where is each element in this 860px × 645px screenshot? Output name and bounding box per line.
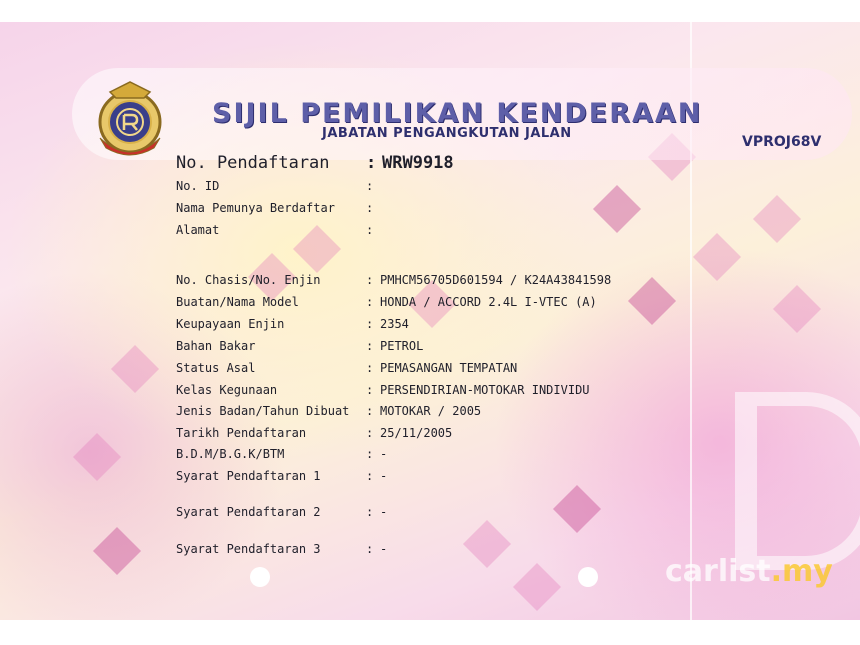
field-value: - — [380, 469, 388, 483]
field-colon: : — [366, 273, 374, 287]
field-colon: : — [366, 542, 374, 556]
site-watermark-tld: .my — [770, 554, 833, 589]
pattern-diamond — [553, 485, 601, 533]
pattern-diamond — [93, 527, 141, 575]
jpj-crest-icon — [88, 78, 172, 162]
field-value: PEMASANGAN TEMPATAN — [380, 361, 518, 375]
field-colon: : — [366, 505, 374, 519]
field-colon: : — [366, 223, 374, 237]
field-label: No. Pendaftaran — [176, 153, 330, 173]
field-value: 25/11/2005 — [380, 426, 453, 440]
field-value: PMHCM56705D601594 / K24A43841598 — [380, 273, 612, 287]
pattern-diamond — [463, 520, 511, 568]
field-label: Syarat Pendaftaran 2 — [176, 505, 321, 519]
field-colon: : — [366, 317, 374, 331]
field-value: - — [380, 505, 388, 519]
ownership-certificate — [0, 22, 860, 620]
field-colon: : — [366, 295, 374, 309]
field-label: Alamat — [176, 223, 220, 237]
field-colon: : — [366, 426, 374, 440]
field-colon: : — [366, 339, 374, 353]
site-watermark — [665, 554, 833, 589]
field-label: Keupayaan Enjin — [176, 317, 285, 331]
pattern-diamond — [628, 277, 676, 325]
field-colon: : — [366, 383, 374, 397]
field-label: Tarikh Pendaftaran — [176, 426, 307, 440]
pattern-diamond — [773, 285, 821, 333]
field-label: Syarat Pendaftaran 3 — [176, 542, 321, 556]
pattern-diamond — [593, 185, 641, 233]
field-value: - — [380, 542, 388, 556]
pattern-diamond — [73, 433, 121, 481]
field-colon: : — [366, 361, 374, 375]
field-value: - — [380, 447, 388, 461]
pattern-diamond — [293, 225, 341, 273]
field-value: HONDA / ACCORD 2.4L I-VTEC (A) — [380, 295, 597, 309]
field-value: MOTOKAR / 2005 — [380, 404, 482, 418]
serial-number: VPROJ68V — [742, 134, 822, 150]
field-colon: : — [366, 201, 374, 215]
field-colon: : — [366, 404, 374, 418]
issuing-department: JABATAN PENGANGKUTAN JALAN — [322, 126, 572, 141]
pattern-diamond — [693, 233, 741, 281]
pattern-diamond — [513, 563, 561, 611]
field-label: Kelas Kegunaan — [176, 383, 278, 397]
binding-hole — [578, 567, 598, 587]
field-value: PERSENDIRIAN-MOTOKAR INDIVIDU — [380, 383, 590, 397]
field-colon: : — [366, 469, 374, 483]
pattern-diamond — [111, 345, 159, 393]
field-label: Syarat Pendaftaran 1 — [176, 469, 321, 483]
field-value: 2354 — [380, 317, 409, 331]
field-label: Status Asal — [176, 361, 256, 375]
field-label: Buatan/Nama Model — [176, 295, 299, 309]
field-label: Bahan Bakar — [176, 339, 256, 353]
field-colon: : — [366, 153, 377, 173]
pattern-diamond — [753, 195, 801, 243]
certificate-title: SIJIL PEMILIKAN KENDERAAN — [212, 98, 703, 129]
field-colon: : — [366, 179, 374, 193]
site-watermark-name: carlist — [665, 554, 771, 589]
field-value: WRW9918 — [382, 153, 454, 173]
field-label: B.D.M/B.G.K/BTM — [176, 447, 285, 461]
binding-hole — [250, 567, 270, 587]
field-label: Nama Pemunya Berdaftar — [176, 201, 335, 215]
jpj-watermark-shape — [735, 392, 860, 570]
field-label: No. Chasis/No. Enjin — [176, 273, 321, 287]
field-value: PETROL — [380, 339, 424, 353]
field-label: Jenis Badan/Tahun Dibuat — [176, 404, 350, 418]
field-colon: : — [366, 447, 374, 461]
field-label: No. ID — [176, 179, 220, 193]
